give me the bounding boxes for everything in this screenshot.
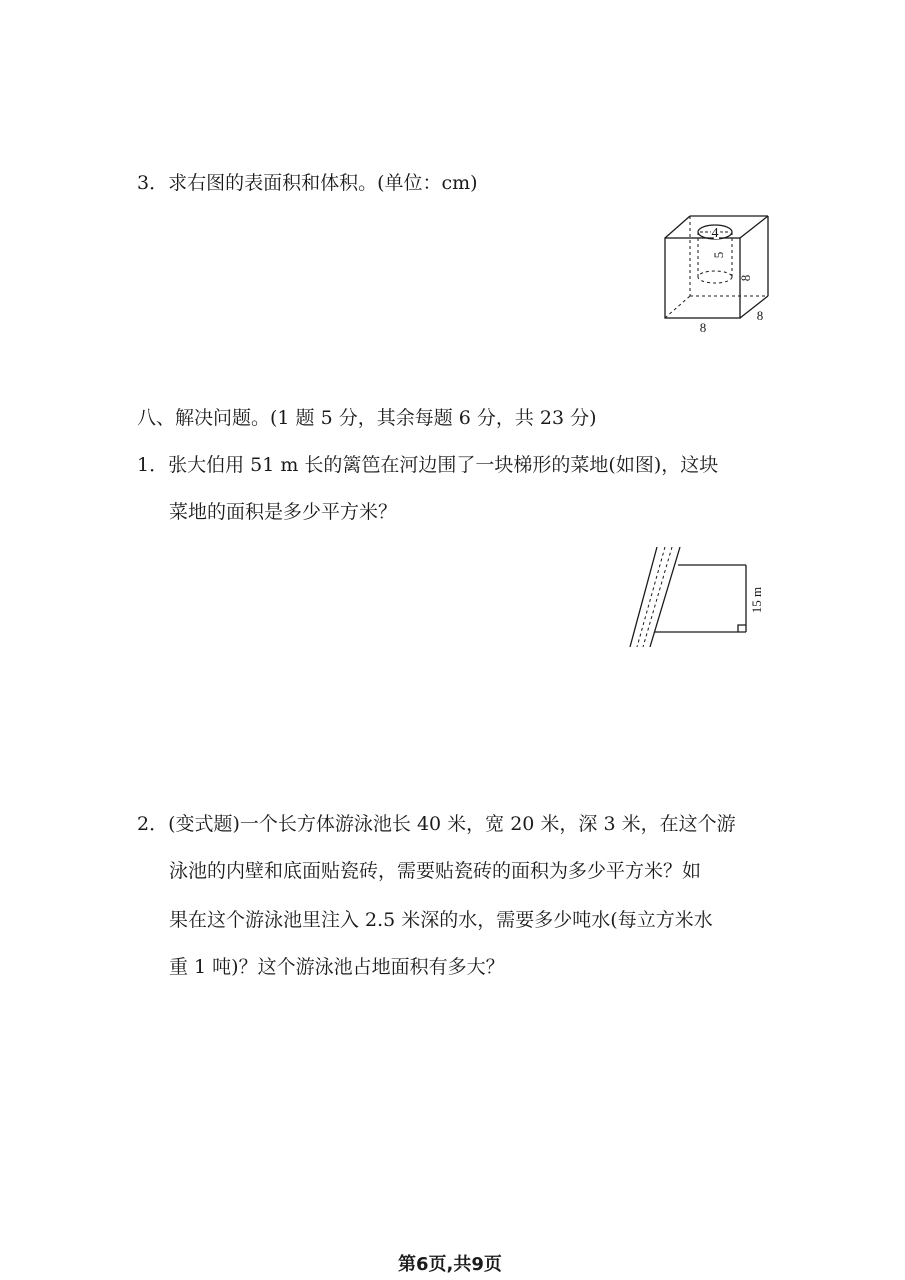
q2-line-4: 重 1 吨)？这个游泳池占地面积有多大？: [169, 956, 505, 978]
q1-line-2: 菜地的面积是多少平方米？: [169, 501, 398, 523]
q2-line-2: 泳池的内壁和底面贴瓷砖，需要贴瓷砖的面积为多少平方米？如: [169, 860, 702, 882]
q2-line-1: 2．(变式题)一个长方体游泳池长 40 米，宽 20 米，深 3 米，在这个游: [137, 813, 736, 835]
q2-line-3: 果在这个游泳池里注入 2.5 米深的水，需要多少吨水(每立方米水: [169, 909, 713, 931]
cube-with-cylinder-figure: [660, 208, 780, 338]
problem-3-text: 3．求右图的表面积和体积。(单位：cm): [137, 172, 478, 194]
cylinder-diameter-label: 4: [711, 226, 719, 241]
cube-depth-label: 8: [756, 308, 764, 323]
q1-line-1: 1．张大伯用 51 m 长的篱笆在河边围了一块梯形的菜地(如图)，这块: [137, 454, 719, 476]
section-8-heading: 八、解决问题。(1 题 5 分，其余每题 6 分，共 23 分): [137, 407, 597, 429]
page-number: 第6页,共9页: [398, 1254, 502, 1275]
field-height-label: 15 m: [749, 586, 764, 614]
cube-bottom-label: 8: [699, 320, 707, 335]
cube-side-label: 8: [738, 274, 753, 282]
trapezoid-field-figure: [625, 545, 775, 650]
cylinder-height-label: 5: [711, 251, 726, 259]
